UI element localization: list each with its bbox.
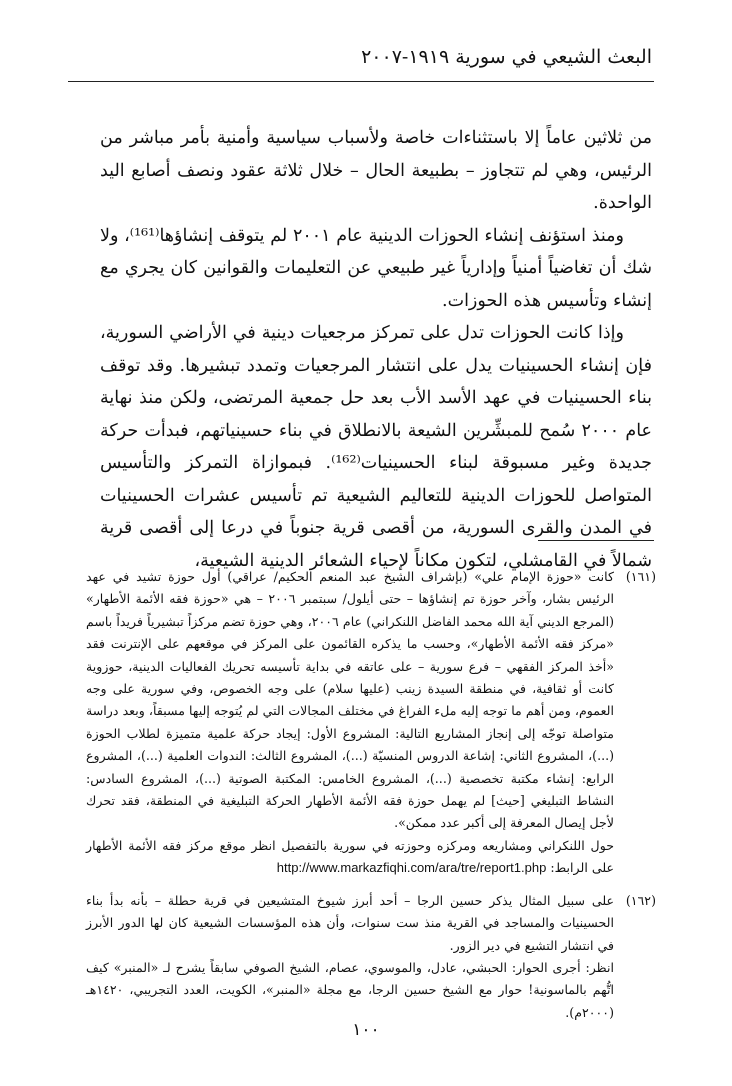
footnote-paragraph: انظر: أجرى الحوار: الحبشي، عادل، والموسوي، عصام، الشيخ الصوفي سابقاً يشرح لـ «المنبر» كيف اتُّهم بالماسونية! حوار مع الشيخ حسين الرجا، مع مجلة «المنبر»، الكويت، العدد التجريبي، ١٤٢٠هـ (٢٠٠٠م). — [86, 959, 614, 1020]
footnote-paragraph — [86, 835, 614, 880]
footnotes — [86, 566, 656, 1024]
footnote-url: http://www.markazfiqhi.com/ara/tre/report1.php — [276, 860, 547, 876]
body-paragraph: وإذا كانت الحوزات تدل على تمركز مرجعيات دينية في الأراضي السورية، فإن إنشاء الحسينيات يدل على انتشار المرجعيات وتمدد تبشيرها. وقد توقف بناء الحسينيات في عهد الأسد الأب بعد حل جمعية المرتضى، ولكن منذ نهاية عام ٢٠٠٠ سُمح للمبشِّرين الشيعة بالانطلاق في بناء حسينياتهم، فبدأت حركة جديدة وغير مسبوقة لبناء الحسينيات⁽¹⁶²⁾. فبموازاة التمركز والتأسيس المتواصل للحوزات الدينية للتعاليم الشيعية تم تأسيس عشرات الحسينيات في المدن والقرى السورية، من أقصى قرية جنوباً في درعا إلى أقصى قرية شمالاً في القامشلي، لتكون مكاناً لإحياء الشعائر الدينية الشيعية، — [100, 323, 653, 571]
footnote-162 — [86, 890, 656, 1024]
footnote-text: حول اللنكراني ومشاريعه ومركزه وحوزته في سورية بالتفصيل انظر موقع مركز فقه الأئمة الأطهار على الرابط: — [86, 837, 614, 876]
footnote-161 — [86, 566, 656, 880]
body-paragraph: من ثلاثين عاماً إلا باستثناءات خاصة ولأسباب سياسية وأمنية بأمر مباشر من الرئيس، وهي لم تتجاوز – بطبيعة الحال – خلال ثلاثة عقود ونصف أصابع اليد الواحدة. — [100, 128, 652, 213]
footnote-body — [86, 566, 614, 880]
footnote-separator — [538, 540, 654, 541]
main-text — [100, 122, 652, 577]
footnote-paragraph: كانت «حوزة الإمام علي» (بإشراف الشيخ عبد المنعم الحكيم/ عراقي) أول حوزة تشيد في عهد الرئيس بشار، وآخر حوزة تم إنشاؤها – حتى أيلول/ سبتمبر ٢٠٠٦ – هي «حوزة فقه الأئمة الأطهار» (المرجع الديني آية الله محمد الفاضل اللنكراني) عام ٢٠٠٦، وهي حوزة تضم مركزاً تبشيرياً فريداً باسم «مركز فقه الأئمة الأطهار»، وحسب ما يذكره القائمون على المركز في موقعهم على الإنترنت فقد «أخذ المركز الفقهي – فرع سورية – على عاتقه في بداية تأسيسه تحريك الفعاليات الدينية، حوزوية كانت أو ثقافية، في منطقة السيدة زينب (عليها سلام) على وجه الخصوص، وفي سورية على وجه العموم، ومن أهم ما توجه إليه ملء الفراغ في مختلف المجالات التي لم يُتوجه إليها مسبقاً، وبعد دراسة متواصلة توجّه إلى إنجاز المشاريع التالية: المشروع الأول: إيجاد حركة علمية متميزة لطلاب الحوزة (...)، المشروع الثاني: إشاعة الدروس المنسيّة (...)، المشروع الثالث: الندوات العلمية (...)، المشروع الرابع: إنشاء مكتبة تخصصية (...)، المشروع الخامس: المكتبة الصوتية (...)، المشروع السادس: النشاط التبليغي [حيث] لم يهمل حوزة فقه الأئمة الأطهار الحركة التبليغية في المنطقة، فقد تحرك لأجل إيصال المعرفة إلى أكبر عدد ممكن». — [86, 569, 614, 831]
body-paragraph: ومنذ استؤنف إنشاء الحوزات الدينية عام ٢٠٠١ لم يتوقف إنشاؤها⁽¹⁶¹⁾، ولا شك أن تغاضياً أمنياً وإدارياً غير طبيعي عن التعليمات والقوانين كان يجري مع إنشاء وتأسيس هذه الحوزات. — [100, 225, 652, 311]
footnote-number: (١٦٢) — [625, 892, 656, 908]
running-head: البعث الشيعي في سورية ١٩١٩-٢٠٠٧ — [361, 46, 652, 68]
footnote-body — [86, 890, 614, 1024]
footnote-paragraph: على سبيل المثال يذكر حسين الرجا – أحد أبرز شيوخ المتشيعين في قرية حطلة – بأنه بدأ بناء الحسينيات والمساجد في القرية منذ ست سنوات، وأن هذه المؤسسات الشيعية كان لها الدور الأبرز في انتشار التشيع في دير الزور. — [86, 892, 614, 953]
header-rule — [68, 81, 654, 82]
page-number: ١٠٠ — [352, 1020, 380, 1040]
footnote-number: (١٦١) — [625, 569, 656, 584]
